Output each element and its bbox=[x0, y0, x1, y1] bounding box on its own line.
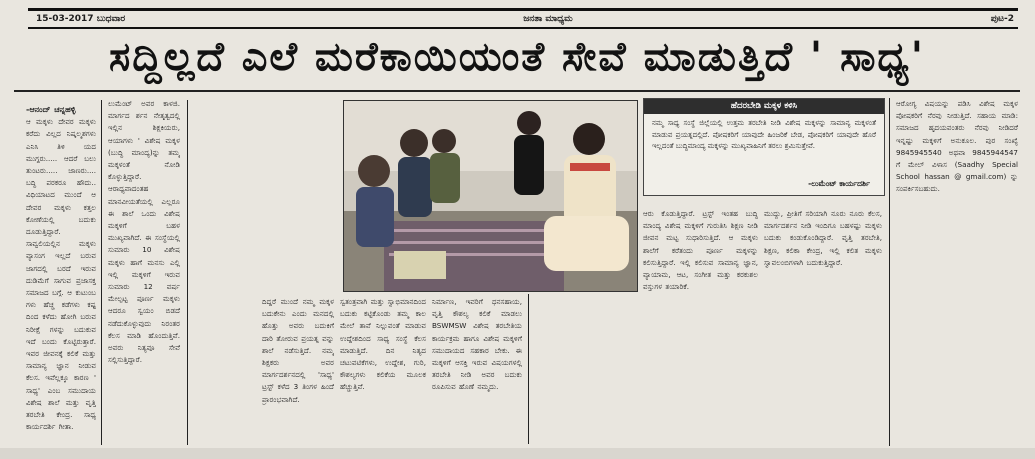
article-column-8 bbox=[896, 98, 1018, 446]
article-column-5 bbox=[432, 296, 522, 446]
quote-box-text: ನಮ್ಮ ಸಾಧ್ಯ ಸಂಸ್ಥೆ ಜಿಲ್ಲೆಯಲ್ಲಿ ಉತ್ತಮ ತರಬೇತಿ ನೀಡಿ ವಿಶೇಷ ಮಕ್ಕಳನ್ನು ಸಾಮಾನ್ಯ ಮಕ್ಕಳಂತೆ ಮಾಡುವ ಪ್ರಯತ್ನದಲ್ಲಿದೆ. ಪೋಷಕರಿಗೆ ಯಾವುದೇ ಹಿಂಜರಿಕೆ ಬೇಡ, ಪೋಷಕರಿಗೆ ಯಾವುದೇ ಹೊರೆ ಇಲ್ಲದಂತೆ ಬುದ್ಧಿಮಾಂದ್ಯ ಮಕ್ಕಳನ್ನು ಮುಖ್ಯವಾಹಿನಿಗೆ ತರಲು ಶ್ರಮಿಸುತ್ತೇವೆ. bbox=[652, 119, 876, 150]
page-number: ಪುಟ-2 bbox=[990, 14, 1014, 24]
column-3-text: ದಿದ್ದರೆ ಮುಂದೆ ನಮ್ಮ ಮಕ್ಕಳ ಬದುಕೇನು ಎಂದು ಮನದಲ್ಲಿ ಹೊತ್ತು ಅವರು ಬದುಕಿಗೆ ದಾರಿ ತೋರುವ ಪ್ರಯತ್ನ ವನ್ನು ಶಾಲೆ ನಡೆಸುತ್ತಿದೆ. ನಮ್ಮ ಶಿಕ್ಷಕರು ಅವರ ಮಾರ್ಗದರ್ಶನದಲ್ಲಿ 'ಸಾಧ್ಯ' ಟ್ರಸ್ಟ್ ಕಳೆದ 3 ತಿಂಗಳ ಹಿಂದೆ ಪ್ರಾರಂಭವಾಗಿದೆ. bbox=[262, 297, 334, 404]
article-column-6 bbox=[643, 208, 758, 446]
issue-date: 15-03-2017 ಬುಧವಾರ bbox=[36, 14, 126, 24]
article-column-3 bbox=[262, 296, 334, 446]
masthead bbox=[28, 8, 1018, 29]
headline-rule bbox=[14, 90, 1020, 92]
column-7-text: ಮುದ್ದು, ಪ್ರೀತಿಗೆ ಸರಿಯಾಗಿ ನೂರು ನೂರು ಕೆಲಸ, ಮಾರ್ಗದರ್ಶನ ನೀಡಿ ಇಂದಿಗೂ ಬಹಳಷ್ಟು ಮಕ್ಕಳು ಬದುಕು ಕಂಡುಕೊಂಡಿದ್ದಾರೆ. ವೃತ್ತಿ ತರಬೇತಿ, ಶಿಕ್ಷಣ, ಕಲಿಕಾ ಕೇಂದ್ರ, ಇಲ್ಲಿ ಕಲಿತ ಮಕ್ಕಳು ಸ್ವಾವಲಂಬಿಗಳಾಗಿ ಬದುಕುತ್ತಿದ್ದಾರೆ. bbox=[764, 209, 882, 267]
article-column-4 bbox=[340, 296, 426, 446]
byline: -ಆನಂದ್ ಚನ್ನಹಳ್ಳಿ bbox=[26, 105, 76, 114]
column-divider bbox=[187, 100, 188, 445]
article-column-2 bbox=[108, 98, 180, 443]
quote-box-signature: -ಲುಮೆಂಟ್ ಕಾರ್ಯದರ್ಶಿ bbox=[808, 179, 870, 188]
article-column-1 bbox=[26, 104, 96, 444]
quote-box-title: ಹೆದರಬೇಡಿ ಮಕ್ಕಳ ಕಳಿಸಿ bbox=[644, 99, 884, 114]
column-5-text: ನಿರ್ಮಾಣ, ಇವರಿಗೆ ಧನಸಹಾಯ, ವೃತ್ತಿ ಕೌಶಲ್ಯ ಕಲಿಕೆ ಮಾಡಲು BSWMSW ವಿಶೇಷ ತರಬೇತಿಯ ಕಾರ್ಯಕ್ರಮ ಹಾಗೂ ವಿಶೇಷ ಮಕ್ಕಳಿಗೆ ಸಮುದಾಯದ ಸಹಕಾರ ಬೇಕು. ಈ ಮಕ್ಕಳಿಗೆ ಆಸಕ್ತಿ ಇರುವ ವಿಷಯಗಳಲ್ಲಿ ತರಬೇತಿ ನೀಡಿ ಅವರ ಬದುಕು ರೂಪಿಸುವ ಹೊಣೆ ನಮ್ಮದು. bbox=[432, 297, 522, 392]
column-divider bbox=[528, 294, 529, 444]
paper-name: ಜನತಾ ಮಾಧ್ಯಮ bbox=[523, 14, 573, 24]
headline: ಸದ್ದಿಲ್ಲದೆ ಎಲೆ ಮರೆಕಾಯಿಯಂತೆ ಸೇವೆ ಮಾಡುತ್ತಿದೆ ' ಸಾಧ್ಯ' bbox=[108, 34, 926, 80]
column-divider bbox=[889, 98, 890, 446]
column-4-text: ಸ್ವತಂತ್ರವಾಗಿ ಮತ್ತು ಸ್ವಾಭಿಮಾನದಿಂದ ಬದುಕು ಕಟ್ಟಿಕೊಂಡು ತಮ್ಮ ಕಾಲ ಮೇಲೆ ತಾವೆ ನಿಲ್ಲುವಂತೆ ಮಾಡುವ ಉದ್ದೇಶದಿಂದ ಸಾಧ್ಯ ಸಂಸ್ಥೆ ಕೆಲಸ ಮಾಡುತ್ತಿದೆ. ದಿನ ನಿತ್ಯದ ಚಟುವಟಿಕೆಗಳು, ಉದ್ದೇಶ, ಗುರಿ, ಕೌಶಲ್ಯಗಳು ಕಲಿಕೆಯ ಮೂಲಕ ಹೆಚ್ಚುತ್ತಿವೆ. bbox=[340, 297, 426, 392]
photo-children-with-teacher bbox=[344, 101, 637, 291]
column-6-text: ಆರು ಕೊಡುತ್ತಿದ್ದಾರೆ. ಟ್ರಸ್ಟ್ ಇಂತಹ ಬುದ್ಧಿ ಮಾಂದ್ಯ ವಿಶೇಷ ಮಕ್ಕಳಿಗೆ ಗುರುತಿಸಿ ಶಿಕ್ಷಣ ನೀಡಿ ಜೀವನ ಮಟ್ಟ ಸುಧಾರಿಸುತ್ತಿದೆ. ಆ ಮಕ್ಕಳು ಶಾಲೆಗೆ ಕರೆತಂದು ಪೂರ್ಣ ಮಕ್ಕಳನ್ನು ಕಲಿಸುತ್ತಿದ್ದಾರೆ. ಇಲ್ಲಿ ಕಲಿಸುವ ಸಾಮಾನ್ಯ ಜ್ಞಾನ, ವ್ಯಾಯಾಮ, ಆಟ, ಸಂಗೀತ ಮತ್ತು ಕರಕುಶಲ ವಸ್ತುಗಳ ತಯಾರಿಕೆ. bbox=[643, 209, 758, 292]
column-8-text: ಆರೋಗ್ಯ ವಿಷಯನ್ನು ಪಡಿಸಿ ವಿಶೇಷ ಮಕ್ಕಳ ಪೋಷಕರಿಗೆ ನೆರವು ನೀಡುತ್ತಿದೆ. ಸಹಾಯ ಮಾಡಿ: ಸಮಾಜದ ಹೃದಯವಂತರು ನೆರವು ನೀಡಿದರೆ ಇನ್ನಷ್ಟು ಮಕ್ಕಳಿಗೆ ಅನುಕೂಲ. ಪುರ ಸಂಖ್ಯೆ 9845945540 ಅಥವಾ 9845944547 ಗೆ ಮೇಲ್ ವಿಳಾಸ (Saadhy Special School hassan @ gmail.com) ನ್ನು ಸಂಪರ್ಕಿಸಬಹುದು. bbox=[896, 99, 1018, 194]
column-1-text: ಆ ಮಕ್ಕಳು ದೇವರ ಮಕ್ಕಳು ಕರೆದು ವಿಲ್ಲದ ನಿಷ್ಕಲ್ಮಶಗಳು ಎನಿಸಿ ತಿಳಿ ಯದ ಮುಗ್ದರು..... ಆದರೆ ಬಲು ತುಂಟರು..... ಜಾಣರು.... ಬದ್ಧಿ ಪರಕರೂ ಹೌದು.. ವಿಧಿಯಾಟದ ಮುಂದೆ ಆ ದೇವರ ಮಕ್ಕಳು ಕತ್ತಲ ಕೋಣೆಯಲ್ಲಿ ಬದುಕು ದೂಡುತ್ತಿದ್ದಾರೆ. ಸಾವ್ವಲಿಯಲ್ಲಿನ ಮಕ್ಕಳು ವ್ಯಾಸಂಗ ಇಲ್ಲದೆ ಬರುವ ಜಾಗದಲ್ಲಿ ಬರದೆ ಇರುವ ದುಡಿಮೆಗೆ ಸಾಗುವ ಪ್ರಜಾಸಕ್ತ ಸಮಾಜದ ಬಗ್ಗೆ. ಆ ಕುಟುಂಬ ಗಳು ಹೆಚ್ಚ ಕಡೆಗಳು ಕಷ್ಟ ದಿಂದ ಕಳೆದು ಹೋಗಿ ಬರುವ ನಿರೀಕ್ಷೆ ಗಳನ್ನು ಬದುಕುವ ಇದೆ ಬಂದು ಕೊಟ್ಟಿರುತ್ತಾರೆ. ಇವರ ಜೀವನಕ್ಕೆ ಕಲಿಕೆ ಮತ್ತು ಸಾಮಾನ್ಯ ಜ್ಞಾನ ನೀಡುವ ಕೆಲಸ. ಇವೆಲ್ಲಕ್ಕೂ ಕಾರಣ ' ಸಾಧ್ಯ' ಎಂಬ ಸಮುದಾಯ ವಿಶೇಷ ಶಾಲೆ ಮತ್ತು ವೃತ್ತಿ ತರಬೇತಿ ಕೇಂದ್ರ. ಸಾಧ್ಯ ಕಾರ್ಯದರ್ಶಿ ಗೀತಾ. bbox=[26, 117, 96, 432]
quote-box bbox=[643, 98, 885, 196]
article-column-7 bbox=[764, 208, 882, 446]
bottom-strip bbox=[0, 448, 1035, 459]
column-2-text: ಲುಮೆಂಟ್ ಅವರ ಕಾಳಜಿ. ಮಾರ್ಗದ ರ್ಶನ ನೇತೃತ್ವದಲ್ಲಿ ಇಲ್ಲಿನ ಶಿಕ್ಷಕಿಯರು, ಆಯಾಗಳು ' ವಿಶೇಷ ಮಕ್ಕಳ (ಬುದ್ಧಿ ಮಾಂದ್ಯ)ನ್ನು ತಮ್ಮ ಮಕ್ಕಳಂತೆ ನೋಡಿ ಕೊಳ್ಳುತ್ತಿದ್ದಾರೆ. ಆರಾಧ್ಯವಾದಂತಹ ಮಾನವೀಯತೆಯಲ್ಲಿ ಎಲ್ಲರೂ ಈ ಶಾಲೆ ಒಂದು ವಿಶೇಷ ಮಕ್ಕಳಿಗೆ ಬಹಳ ಮುಖ್ಯವಾಗಿದೆ. ಈ ಸಂಸ್ಥೆಯಲ್ಲಿ ಸುಮಾರು 10 ವಿಶೇಷ ಮಕ್ಕಳು ಹಾಗೆ ಮನಸು ಎಲ್ಲಿ ಇಲ್ಲಿ ಮಕ್ಕಳಿಗೆ ಇರುವ ಸುಮಾರು 12 ವರ್ಷ ಮೇಲ್ಪಟ್ಟ ಪೂರ್ಣ ಮಕ್ಕಳು ಆದರೂ ಸ್ವಯಂ ಬಿಡದೆ ನಡೆದುಕೊಳ್ಳುವುದು ನಿರಂತರ ಕೆಲಸ ಮಾಡಿ ಹೊಂದುತ್ತಿವೆ. ಅವರು ನಿತ್ಯವೂ ಸೇವೆ ಸಲ್ಲಿಸುತ್ತಿದ್ದಾರೆ. bbox=[108, 99, 180, 365]
column-divider bbox=[101, 100, 102, 445]
article-photo bbox=[343, 100, 638, 292]
